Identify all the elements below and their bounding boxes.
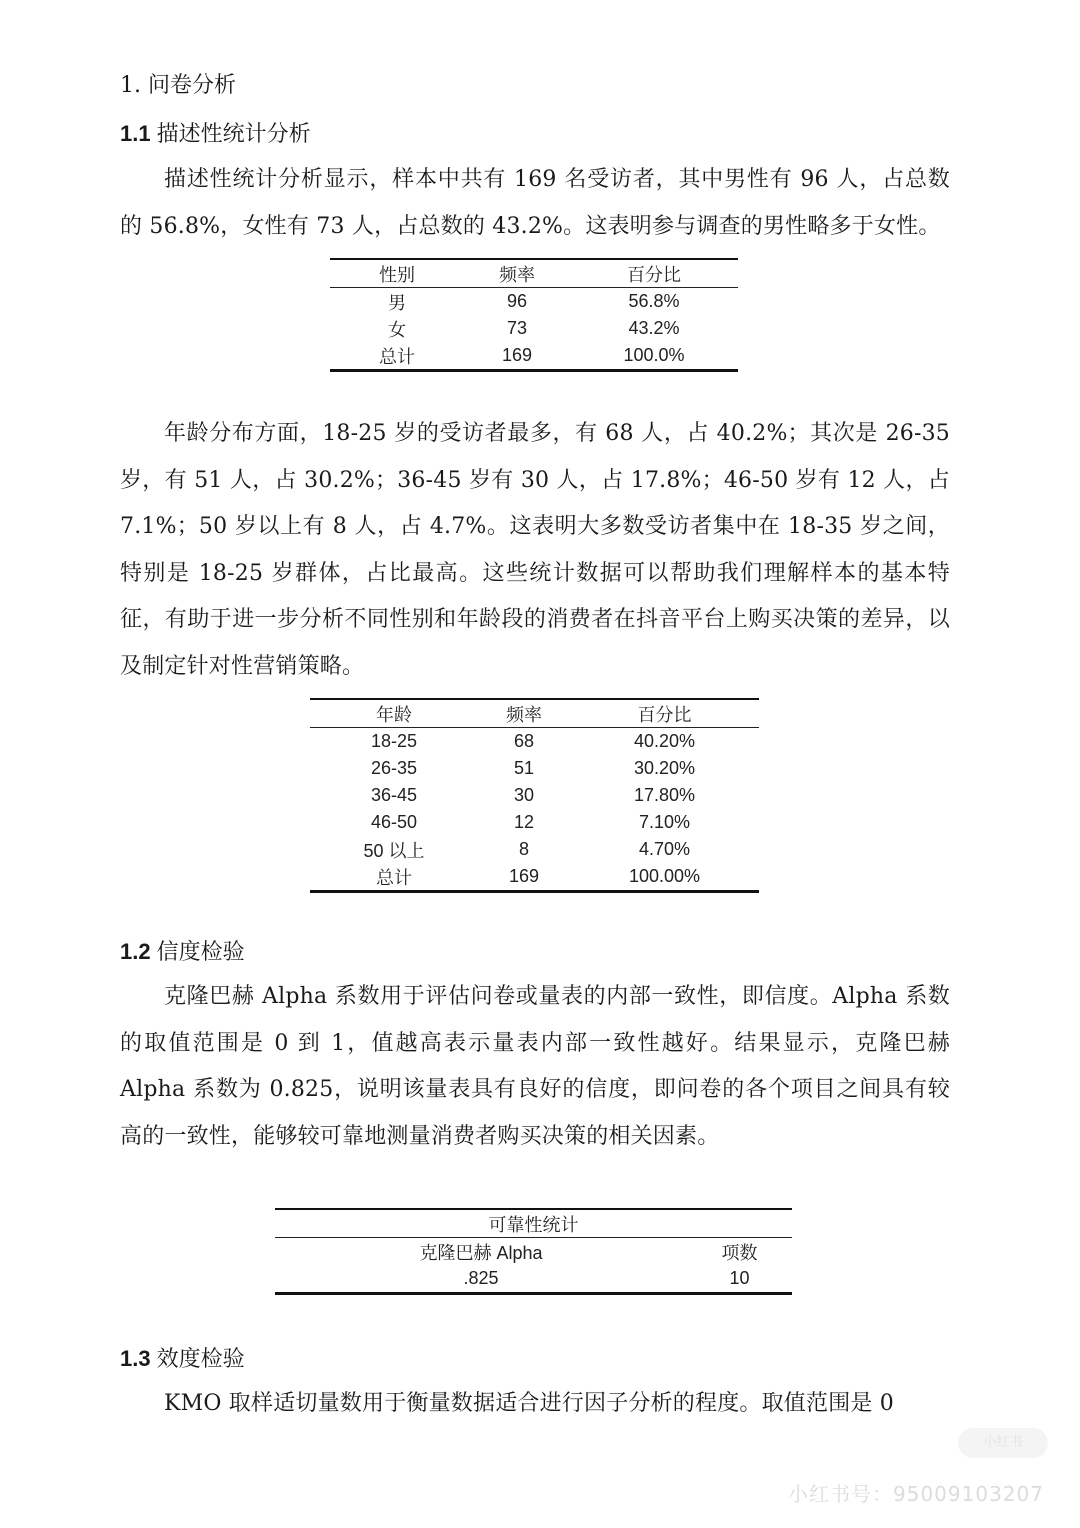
table-cell: 男 — [388, 292, 406, 313]
table-cell: 100.00% — [570, 863, 759, 892]
age-table — [310, 698, 759, 893]
table-row — [310, 728, 759, 756]
table-row — [310, 782, 759, 809]
reliability-table — [275, 1208, 792, 1295]
column-header: 年龄 — [310, 699, 478, 728]
table-row — [310, 755, 759, 782]
table-cell: 68 — [513, 731, 535, 751]
table-cell: 18-25 — [370, 731, 418, 751]
table-row — [330, 288, 738, 316]
table-cell: 10 — [687, 1265, 792, 1294]
gender-table — [330, 258, 738, 372]
section-heading-1-3 — [120, 1342, 245, 1373]
column-header: 克隆巴赫 Alpha — [419, 1242, 543, 1263]
table-cell: 96 — [506, 291, 528, 311]
table-row — [310, 863, 759, 892]
section-title: 效度检验 — [156, 1347, 245, 1372]
column-header: 性别 — [330, 259, 464, 288]
table-row — [310, 836, 759, 863]
section-heading-1-2 — [120, 935, 245, 966]
paragraph-reliability: 克隆巴赫 Alpha 系数用于评估问卷或量表的内部一致性，即信度。Alpha 系数的取值范围是 0 到 1，值越高表示量表内部一致性越好。结果显示，克隆巴赫 Alpha 系数为 0.825，说明该量表具有良好的信度，即问卷的各个项目之间具有较高的一致性，能够较可靠地测量消费者购买决策的相关因素。 — [120, 984, 950, 1149]
table-cell: 51 — [513, 758, 535, 778]
heading-questionnaire-analysis: 1. 问卷分析 — [120, 73, 236, 98]
table-cell: 12 — [513, 812, 535, 832]
column-header: 频率 — [464, 259, 570, 288]
table-cell: 56.8% — [628, 291, 680, 311]
section-number: 1.1 — [120, 121, 151, 146]
table-cell: 30 — [513, 785, 535, 805]
table-cell: 46-50 — [370, 812, 418, 832]
table-cell: 7.10% — [638, 812, 691, 832]
section-number: 1.3 — [120, 1346, 151, 1371]
table-cell: 169 — [464, 342, 570, 371]
section-number: 1.2 — [120, 939, 151, 964]
section-title: 描述性统计分析 — [156, 122, 311, 147]
table-cell: 30.20% — [633, 758, 696, 778]
section-title: 信度检验 — [156, 940, 245, 965]
watermark-logo: 小红书 — [958, 1428, 1048, 1458]
column-header: 频率 — [478, 699, 570, 728]
table-cell: 43.2% — [628, 318, 680, 338]
table-cell: 女 — [388, 319, 406, 340]
table-cell: 总计 — [330, 342, 464, 371]
table-row — [330, 342, 738, 371]
table-cell: 73 — [506, 318, 528, 338]
table-row — [330, 315, 738, 342]
table-cell: 总计 — [310, 863, 478, 892]
table-cell: .825 — [275, 1265, 687, 1294]
table-cell: 26-35 — [370, 758, 418, 778]
table-cell: 4.70% — [638, 839, 691, 859]
table-cell: 17.80% — [633, 785, 696, 805]
column-header: 百分比 — [570, 259, 738, 288]
table-cell: 40.20% — [633, 731, 696, 751]
table-cell: 50 以上 — [363, 840, 425, 861]
table-cell: 8 — [518, 839, 529, 859]
table-caption: 可靠性统计 — [275, 1209, 792, 1238]
column-header: 百分比 — [570, 699, 759, 728]
column-header: 项数 — [721, 1242, 758, 1263]
paragraph-validity: KMO 取样适切量数用于衡量数据适合进行因子分析的程度。取值范围是 0 — [164, 1391, 894, 1416]
table-cell: 169 — [478, 863, 570, 892]
paragraph-age-summary: 年龄分布方面，18-25 岁的受访者最多，有 68 人，占 40.2%；其次是 26-35 岁，有 51 人，占 30.2%；36-45 岁有 30 人，占 17.8%；46-50 岁有 12 人，占 7.1%；50 岁以上有 8 人，占 4.7%。这表明大多数受访者集中在 18-35 岁之间，特别是 18-25 岁群体，占比最高。这些统计数据可以帮助我们理解样本的基本特征，有助于进一步分析不同性别和年龄段的消费者在抖音平台上购买决策的差异，以及制定针对性营销策略。 — [120, 421, 950, 679]
table-cell: 100.0% — [570, 342, 738, 371]
paragraph-gender-summary: 描述性统计分析显示，样本中共有 169 名受访者，其中男性有 96 人，占总数的 56.8%，女性有 73 人，占总数的 43.2%。这表明参与调查的男性略多于女性。 — [120, 167, 950, 239]
section-heading-1-1 — [120, 117, 311, 148]
watermark-id: 小红书号：95009103207 — [788, 1482, 1044, 1506]
table-row — [275, 1265, 792, 1294]
table-cell: 36-45 — [370, 785, 418, 805]
table-row — [310, 809, 759, 836]
